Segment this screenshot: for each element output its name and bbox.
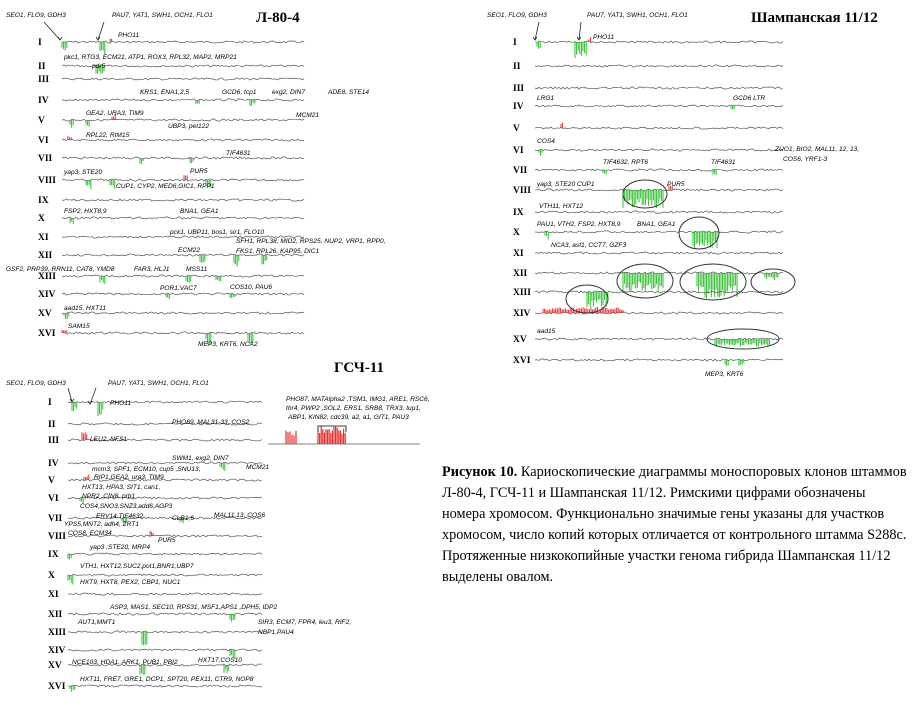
chromosome-track	[535, 231, 783, 233]
gene-label: TIF4632, RPT6	[603, 159, 649, 166]
chromosome-number: XII	[48, 610, 63, 620]
chromosome-number: XVI	[513, 356, 531, 366]
gene-label: SEO1, FLO9, GDH3	[6, 12, 66, 19]
chromosome-track	[535, 65, 783, 67]
gene-label: GEA2, URA3, TIM9	[86, 110, 144, 117]
gene-label: POR1,VAC7	[160, 285, 197, 292]
chromosome-track	[535, 272, 783, 274]
pointer-arrow	[44, 22, 60, 40]
gene-label: BNA1, GEA1	[180, 208, 219, 215]
chromosome-number: VI	[38, 136, 49, 146]
gene-label: pkc1, RTG3, ECM21, ATP1, ROX3, RPL32, MAP2, MRP21	[64, 54, 237, 61]
gene-label: PAU7, YAT1, SWH1, OCH1, FLO1	[108, 380, 209, 387]
chromosome-track	[535, 41, 783, 43]
karyogram-gsch11	[0, 358, 440, 713]
chromosome-number: XIII	[38, 272, 56, 282]
gene-label: SWM1, exg2, DIN7	[172, 455, 229, 462]
chromosome-number: V	[48, 476, 55, 486]
gene-label: aad15	[537, 328, 556, 335]
chromosome-number: X	[513, 228, 520, 238]
gene-label: COS10, PAU6	[230, 284, 273, 291]
chromosome-track	[535, 359, 783, 361]
chromosome-track	[62, 119, 304, 121]
gene-label: COS4	[537, 138, 555, 145]
chromosome-number: XII	[38, 251, 53, 261]
gene-label: PHO11	[110, 400, 132, 407]
figure-caption	[442, 462, 910, 588]
gene-label: UBP3, pet122	[168, 123, 210, 130]
chromosome-number: IV	[48, 459, 59, 469]
gene-label: HXT17,COS10	[198, 657, 242, 664]
chromosome-track	[62, 99, 304, 101]
chromosome-number: X	[38, 214, 45, 224]
chromosome-track	[68, 593, 262, 595]
gene-label: PAU1, VTH2, FSP2, HXT8,9	[537, 221, 621, 228]
gene-label: FKS1, RPL26, KAP95, DIC1	[236, 248, 320, 255]
chromosome-number: XVI	[48, 682, 66, 692]
gene-label: mcm3, SPF1, ECM10, cup5 ,SNU13,	[92, 466, 201, 473]
chromosome-number: VII	[513, 166, 528, 176]
karyogram-panel-l804	[0, 0, 386, 352]
chromosome-number: XIII	[513, 288, 531, 298]
gene-label: ECM22	[178, 247, 200, 254]
chromosome-number: VI	[513, 146, 524, 156]
gene-label: GCD6, tcp1	[222, 89, 257, 96]
chromosome-number: X	[48, 571, 55, 581]
gene-label: PAU7, YAT1, SWH1, OCH1, FLO1	[112, 12, 213, 19]
panel-title-l804: Л-80-4	[256, 10, 300, 26]
chromosome-track	[68, 631, 262, 633]
gene-label: TIF4631	[226, 150, 251, 157]
gene-label: KRS1, ENA1,2,5	[140, 89, 190, 96]
chromosome-track	[535, 105, 783, 107]
gene-label: ZUO1, BIO2, MAL11, 12, 13,	[775, 146, 860, 153]
gene-label: ADE8, STE14	[328, 89, 370, 96]
gene-label: ABP1, KIN82, cdc39, a2, a1, GIT1, PAU3	[288, 414, 409, 421]
karyogram-l804	[0, 0, 386, 352]
chromosome-track	[68, 574, 262, 576]
chromosome-number: VII	[48, 514, 63, 524]
arrow-head	[58, 37, 62, 40]
gene-label: MCM21	[246, 464, 270, 471]
chromosome-track	[62, 217, 304, 219]
chromosome-number: III	[38, 75, 50, 85]
gene-label: COS4,SNO3,SNZ3,add6,AGP3	[80, 503, 173, 510]
gene-label: COS6, YRF1-3	[783, 156, 828, 163]
gene-label: AUT1,MMT1	[78, 619, 116, 626]
karyogram-shampanskaya	[483, 0, 923, 385]
karyogram-panel-gsch11	[0, 358, 440, 713]
chromosome-number: VIII	[513, 186, 531, 196]
gene-label: pdr5	[92, 63, 106, 70]
chromosome-track	[62, 199, 304, 201]
gene-label: thr4, PWP2 ,SOL2, ERS1, SRB8, TRX3, tup1,	[286, 405, 421, 412]
gene-label: MEP3, KRT6	[705, 371, 744, 378]
gene-label: LRG1	[537, 95, 555, 102]
gene-label: PUR5	[190, 168, 208, 175]
gene-label: PHO87, MATAlpha2 ,TSM1, IMG1, ARE1, RSC6,	[286, 396, 430, 403]
gene-label: PHO89, MAL31-33, COS2	[172, 419, 250, 426]
chromosome-track	[62, 78, 304, 80]
gene-label: COS8, ECM34	[68, 530, 112, 537]
chromosome-number: XIV	[513, 309, 531, 319]
gene-label: GCD6 LTR	[733, 95, 766, 102]
chromosome-track	[68, 462, 262, 464]
pointer-arrow	[98, 22, 104, 40]
chromosome-number: II	[513, 62, 521, 72]
chromosome-number: VIII	[38, 176, 56, 186]
gene-label: MCM21	[296, 112, 320, 119]
chromosome-track	[62, 275, 304, 277]
gene-label: MEP3, KRT6, NCA2	[198, 341, 258, 348]
chromosome-number: I	[513, 38, 517, 48]
chromosome-track	[62, 139, 304, 141]
gene-label: MSS11	[186, 266, 208, 273]
gene-label: GSF2, PRP39, RRN11, CAT8, YMD8	[6, 266, 115, 273]
panel-title-gsch11: ГСЧ-11	[334, 360, 384, 376]
caption-label: Рисунок 10.	[442, 464, 518, 480]
gene-label: yap3, STE20 CUP1	[537, 181, 595, 188]
chromosome-number: V	[38, 116, 45, 126]
gene-label: FSP2, HXT8,9	[64, 208, 107, 215]
chromosome-number: IX	[513, 208, 524, 218]
arrow-head	[88, 401, 92, 404]
chromosome-number: XIII	[48, 628, 66, 638]
chromosome-number: III	[48, 436, 60, 446]
gene-label: VTH1, HXT12,SUC2,pot1,BNR1,UBP7	[80, 563, 194, 570]
gene-label: CUP1, CYP2, MED6,GIC1, RPP1	[116, 183, 215, 190]
pointer-arrow	[68, 388, 72, 402]
chromosome-track	[535, 211, 783, 213]
chromosome-number: I	[48, 398, 52, 408]
gene-label: SAM15	[68, 323, 90, 330]
chromosome-track	[62, 312, 304, 314]
gene-label: VTH11, HXT12	[539, 203, 584, 210]
gene-label: ASP3, MAS1, SEC10, RPS31, MSF1,APS1 ,DPH5, IDP2	[110, 604, 278, 611]
gene-label: PAU7, YAT1, SWH1, OCH1, FLO1	[587, 12, 688, 19]
chromosome-number: XIV	[38, 290, 56, 300]
chromosome-track	[535, 189, 783, 191]
chromosome-track	[62, 41, 304, 43]
caption-text: Кариоскопические диаграммы моноспоровых клонов штаммов Л-80-4, ГСЧ-11 и Шампанская 11/12. Римскими цифрами обозначены номера хромосом. Функционально значимые гены указаны для участков хромосом, число копий которых отличается от контрольного штамма S288c. Протяженные низкокопийные участки генома гибрида Шампанская 11/12 выделены овалом.	[442, 464, 907, 585]
arrow-head	[96, 37, 100, 40]
chromosome-number: IV	[38, 96, 49, 106]
chromosome-track	[68, 685, 262, 687]
chromosome-number: XIV	[48, 646, 66, 656]
gene-label: NCA3, asf1, CCT7, GZF3	[551, 242, 627, 249]
chromosome-track	[535, 149, 783, 151]
gene-label: CLB1,6	[172, 515, 194, 522]
chromosome-number: V	[513, 124, 520, 134]
chromosome-number: XI	[38, 233, 49, 243]
gene-label: FAR3, HLJ1	[134, 266, 170, 273]
chromosome-number: II	[48, 420, 56, 430]
gene-label: TIF4631	[711, 159, 736, 166]
chromosome-number: III	[513, 84, 525, 94]
gene-label: PUR5	[667, 181, 685, 188]
arrow-head	[70, 399, 74, 402]
chromosome-track	[62, 293, 304, 295]
chromosome-track	[535, 127, 783, 129]
chromosome-number: I	[38, 38, 42, 48]
chromosome-number: VII	[38, 154, 53, 164]
chromosome-track	[535, 87, 783, 89]
chromosome-track	[62, 332, 304, 334]
chromosome-number: XVI	[38, 329, 56, 339]
gene-label: HXT13, HPA3, SIT1, can1,	[82, 484, 161, 491]
chromosome-track	[535, 169, 783, 171]
gene-label: PHO11	[593, 34, 615, 41]
chromosome-track	[68, 553, 262, 555]
gene-label: HXT11, FRE7, GRE1, DCP1, SPT20, PEX11, CTR9, NOP8	[80, 676, 254, 683]
gene-label: NBP1,PAU4	[258, 629, 294, 636]
chromosome-track	[62, 179, 304, 181]
gene-label: RIP1,GEA2, ura3, TIM9	[94, 474, 164, 481]
gene-label: ERV14,TIF4632	[96, 513, 144, 520]
chromosome-number: XV	[48, 661, 62, 671]
gene-label: YPS5,MNT2, adh4, ZRT1	[64, 521, 140, 528]
chromosome-number: IX	[38, 196, 49, 206]
gene-label: exg2, DIN7	[272, 89, 305, 96]
gene-label: BNA1, GEA1	[637, 221, 676, 228]
gene-label: NPR2 ,CIN8, prb1	[82, 493, 136, 500]
gene-label: pck1, UBP11, bos1, sir1, FLO10	[170, 229, 265, 236]
gene-label: LEU2, NFS1	[90, 436, 128, 443]
gene-label: RPL22, RIM15	[86, 132, 130, 139]
chromosome-track	[62, 157, 304, 159]
gene-label: yap3, STE20	[64, 169, 103, 176]
gene-label: NCE103, HDA1, ARK1, PUB1, PBI2	[72, 659, 178, 666]
gene-label: SEO1, FLO9, GDH3	[6, 380, 66, 387]
panel-title-shampanskaya: Шампанская 11/12	[751, 10, 878, 26]
chromosome-number: XV	[38, 309, 52, 319]
chromosome-number: II	[38, 62, 46, 72]
gene-label: MAL11,13, COS6	[214, 512, 266, 519]
karyogram-panel-shampanskaya	[483, 0, 923, 385]
gene-label: SFH1, RPL38, MID2, RPS25, NUP2, VRP1, RPP0,	[236, 238, 386, 245]
chromosome-number: VIII	[48, 532, 66, 542]
chromosome-track	[535, 291, 783, 293]
gene-label: PUR5	[158, 537, 176, 544]
gene-label: SEO1, FLO9, GDH3	[487, 12, 547, 19]
gene-label: HXT9, HXT8, PEX2, CBP1, NUC1	[80, 579, 181, 586]
gene-label: yap3 ,STE20, MRP4	[90, 544, 151, 551]
chromosome-track	[68, 401, 262, 403]
gene-label: PHO11	[118, 32, 140, 39]
chromosome-track	[535, 252, 783, 254]
chromosome-number: XII	[513, 269, 528, 279]
chromosome-number: XI	[513, 249, 524, 259]
chromosome-number: VI	[48, 494, 59, 504]
chromosome-number: XV	[513, 335, 527, 345]
chromosome-number: XI	[48, 590, 59, 600]
gene-label: SIR3, ECM7, FPR4, leu3, RIF2,	[258, 619, 352, 626]
chromosome-number: IX	[48, 550, 59, 560]
chromosome-number: IV	[513, 102, 524, 112]
gene-label: aad15, HXT11	[64, 305, 107, 312]
